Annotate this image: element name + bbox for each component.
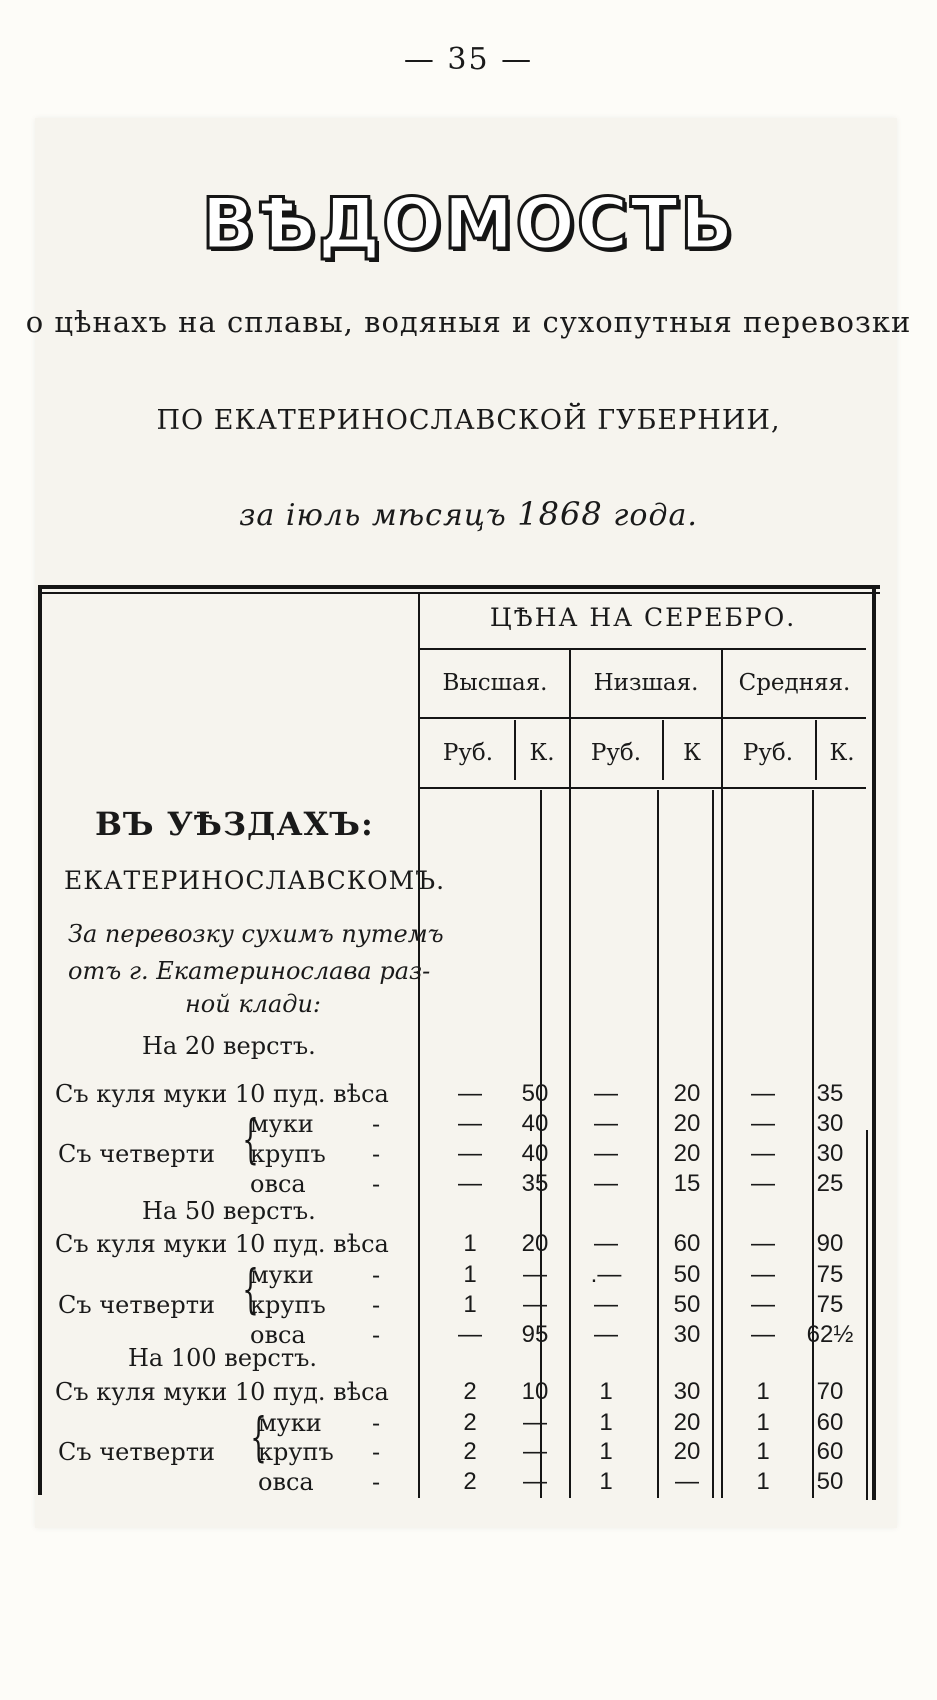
table-cell: —	[594, 1140, 618, 1167]
row-label-dash: -	[372, 1261, 381, 1289]
row-label-dash: -	[372, 1438, 381, 1466]
table-cell: —	[594, 1230, 618, 1257]
table-cell: 30	[816, 1110, 844, 1137]
district-name: ЕКАТЕРИНОСЛАВСКОМЪ.	[64, 866, 446, 895]
row-label-dash: -	[372, 1291, 381, 1319]
group-divider-2	[721, 650, 723, 1498]
row-label-chetvert: Съ четверти	[58, 1438, 215, 1466]
table-cell: —	[594, 1291, 618, 1318]
table-cell: —	[523, 1468, 547, 1495]
table-cell: 35	[816, 1080, 844, 1107]
table-cell: 75	[816, 1261, 844, 1288]
distance-50: На 50 верстъ.	[142, 1197, 316, 1225]
header-main: ЦѢНА НА СЕРЕБРО.	[489, 603, 797, 632]
period-line	[0, 495, 937, 533]
row-label-krup: крупъ	[250, 1291, 326, 1319]
table-cell: —	[523, 1261, 547, 1288]
table-cell: 90	[816, 1230, 844, 1257]
table-cell: —	[751, 1291, 775, 1318]
table-cell: 10	[521, 1378, 549, 1405]
table-cell: 75	[816, 1291, 844, 1318]
table-cell: 20	[673, 1140, 701, 1167]
row-label-chetvert: Съ четверти	[58, 1291, 215, 1319]
brace-icon: {	[242, 1110, 259, 1170]
period-suffix: года.	[602, 498, 698, 533]
table-cell: .—	[590, 1261, 622, 1288]
table-cell: 1	[599, 1468, 613, 1495]
row-label-muki: муки	[250, 1261, 314, 1289]
table-cell: —	[458, 1321, 482, 1348]
table-cell: 1	[463, 1261, 477, 1288]
table-cell: 1	[756, 1468, 770, 1495]
table-left-border	[38, 585, 42, 1495]
table-cell: 2	[463, 1438, 477, 1465]
row-label-dash: -	[372, 1468, 381, 1496]
table-cell: 2	[463, 1409, 477, 1436]
table-cell: 30	[673, 1378, 701, 1405]
table-cell: 15	[673, 1170, 701, 1197]
table-cell: 30	[816, 1140, 844, 1167]
table-cell: 50	[521, 1080, 549, 1107]
table-cell: 30	[673, 1321, 701, 1348]
distance-100: На 100 верстъ.	[128, 1344, 317, 1372]
table-top-rule-thin	[40, 592, 880, 594]
table-cell: 60	[673, 1230, 701, 1257]
table-cell: —	[751, 1170, 775, 1197]
table-cell: 20	[521, 1230, 549, 1257]
header-unit-rub-2: Руб.	[590, 740, 642, 766]
table-cell: 2	[463, 1378, 477, 1405]
table-cell: 60	[816, 1438, 844, 1465]
table-cell: —	[523, 1291, 547, 1318]
table-right-inner	[866, 1130, 868, 1500]
table-cell: 20	[673, 1110, 701, 1137]
table-cell: 1	[756, 1438, 770, 1465]
note-line-2: отъ г. Екатеринослава раз-	[68, 957, 431, 985]
table-cell: 40	[521, 1140, 549, 1167]
row-label-ovsa: овса	[250, 1321, 306, 1349]
row-label-dash: -	[372, 1321, 381, 1349]
distance-20: На 20 верстъ.	[142, 1032, 316, 1060]
row-label-ovsa: овса	[250, 1170, 306, 1198]
table-cell: —	[675, 1468, 699, 1495]
header-unit-kop-3: К.	[829, 740, 855, 766]
table-cell: —	[458, 1080, 482, 1107]
subtitle: о цѣнахъ на сплавы, водяныя и сухопутныя перевозки	[25, 305, 912, 339]
table-cell: —	[594, 1080, 618, 1107]
header-unit-kop-2: К	[683, 740, 701, 766]
row-label-muki: муки	[250, 1110, 314, 1138]
table-cell: —	[751, 1110, 775, 1137]
table-right-border	[872, 585, 876, 1500]
table-cell: 1	[756, 1378, 770, 1405]
header-unit-rub-1: Руб.	[442, 740, 494, 766]
table-cell: —	[594, 1321, 618, 1348]
row-label-kul: Съ куля муки 10 пуд. вѣса	[55, 1080, 389, 1108]
header-unit-kop-1: К.	[529, 740, 555, 766]
table-cell: —	[523, 1438, 547, 1465]
table-top-rule	[40, 585, 880, 589]
table-cell: —	[458, 1170, 482, 1197]
header-group-high: Высшая.	[442, 670, 548, 696]
section-title: ВЪ УѢЗДАХЪ:	[95, 805, 374, 843]
table-cell: —	[458, 1140, 482, 1167]
header-group-mid: Средняя.	[738, 670, 851, 696]
row-label-kul: Съ куля муки 10 пуд. вѣса	[55, 1378, 389, 1406]
table-cell: —	[751, 1080, 775, 1107]
period-prefix: за іюль мѣсяцъ	[239, 498, 518, 533]
header-group-low: Низшая.	[593, 670, 699, 696]
table-cell: 50	[816, 1468, 844, 1495]
table-cell: 1	[756, 1409, 770, 1436]
table-cell: 1	[463, 1230, 477, 1257]
row-label-dash: -	[372, 1140, 381, 1168]
table-cell: —	[594, 1170, 618, 1197]
page-title: ВѢДОМОСТЬ	[201, 183, 736, 265]
row-label-dash: -	[372, 1110, 381, 1138]
table-cell: —	[751, 1140, 775, 1167]
table-cell: —	[523, 1409, 547, 1436]
note-line-3: ной клади:	[185, 990, 322, 1018]
table-cell: 20	[673, 1438, 701, 1465]
table-cell: —	[751, 1230, 775, 1257]
row-label-ovsa: овса	[258, 1468, 314, 1496]
table-cell: 2	[463, 1468, 477, 1495]
header-rule-2	[420, 717, 866, 719]
row-label-krup: крупъ	[250, 1140, 326, 1168]
row-label-krup: крупъ	[258, 1438, 334, 1466]
table-cell: 1	[599, 1438, 613, 1465]
table-cell: 1	[599, 1378, 613, 1405]
table-cell: 25	[816, 1170, 844, 1197]
group-divider-1	[569, 650, 571, 1498]
header-rule-1	[420, 648, 866, 650]
row-label-muki: муки	[258, 1409, 322, 1437]
table-cell: 62½	[806, 1321, 854, 1348]
table-cell: 20	[673, 1080, 701, 1107]
table-cell: 50	[673, 1261, 701, 1288]
brace-icon: {	[250, 1408, 267, 1468]
table-cell: —	[458, 1110, 482, 1137]
table-cell: 1	[599, 1409, 613, 1436]
table-cell: 70	[816, 1378, 844, 1405]
note-line-1: За перевозку сухимъ путемъ	[68, 920, 444, 948]
table-cell: 60	[816, 1409, 844, 1436]
header-rule-3	[420, 787, 866, 789]
table-cell: —	[751, 1261, 775, 1288]
table-cell: 50	[673, 1291, 701, 1318]
table-cell: —	[751, 1321, 775, 1348]
table-cell: 1	[463, 1291, 477, 1318]
table-cell: —	[594, 1110, 618, 1137]
row-label-chetvert: Съ четверти	[58, 1140, 215, 1168]
row-label-dash: -	[372, 1409, 381, 1437]
table-cell: 35	[521, 1170, 549, 1197]
label-column-divider	[418, 592, 420, 1498]
table-cell: 40	[521, 1110, 549, 1137]
row-label-dash: -	[372, 1170, 381, 1198]
period-year: 1868	[517, 495, 603, 533]
row-label-kul: Съ куля муки 10 пуд. вѣса	[55, 1230, 389, 1258]
brace-icon: {	[242, 1260, 259, 1320]
page-number: — 35 —	[403, 42, 534, 77]
region-line: ПО ЕКАТЕРИНОСЛАВСКОЙ ГУБЕРНИИ,	[156, 405, 781, 436]
header-unit-rub-3: Руб.	[742, 740, 794, 766]
table-cell: 20	[673, 1409, 701, 1436]
table-cell: 95	[521, 1321, 549, 1348]
